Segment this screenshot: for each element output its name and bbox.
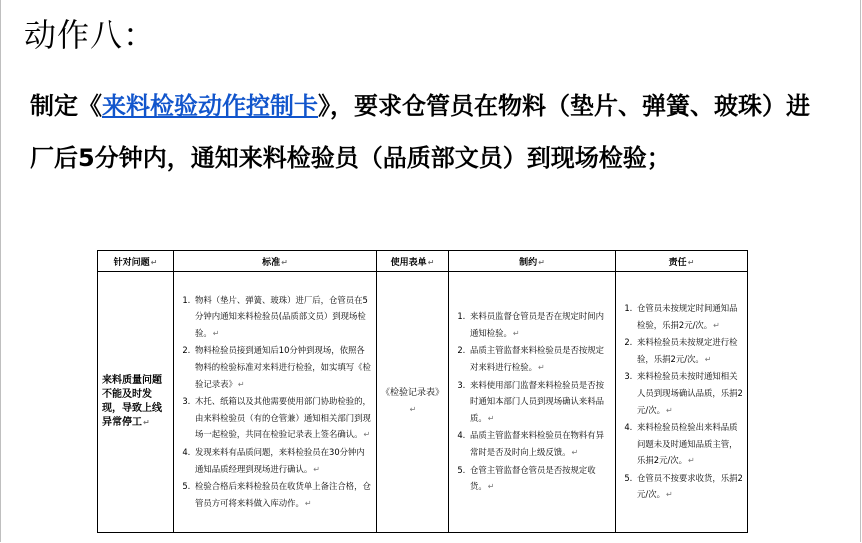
list-item: 4. 来料检验员检验出来料品质问题未及时通知品质主管，乐捐2元/次。↵ (635, 419, 743, 470)
constraints-list (453, 308, 611, 496)
list-item: 5. 检验合格后来料检验员在收货单上备注合格，仓管员方可将来料做入库动作。↵ (193, 478, 372, 512)
list-item: 3. 木托、纸箱以及其他需要使用部门协助检验的，由来料检验员（有的仓管兼）通知相关部门到现场一起检验，共同在检验记录表上签名确认。↵ (193, 393, 372, 444)
header-cell: 制约↵ (449, 251, 616, 272)
header-cell: 责任↵ (616, 251, 748, 272)
list-item: 3. 来料使用部门监督来料检验员是否按时通知本部门人员到现场确认来料品质。↵ (468, 377, 611, 428)
list-item: 1. 来料员监督仓管员是否在规定时间内通知检验。↵ (468, 308, 611, 342)
list-item: 5. 仓管员不按要求收货，乐捐2元/次。↵ (635, 470, 743, 504)
list-item: 5. 仓管主管监督仓管员是否按规定收货。↵ (468, 462, 611, 496)
paragraph-rest: ，要求仓管员在物料（垫片、弹簧、玻珠）进厂后5分钟内，通知来料检验员（品质部文员）到现场检验； (30, 92, 810, 172)
header-cell: 标准↵ (174, 251, 377, 272)
paragraph-prefix: 制定 (30, 92, 78, 120)
control-card-link[interactable]: 来料检验动作控制卡 (102, 92, 318, 120)
responsibility-list (620, 300, 743, 504)
header-cell: 使用表单↵ (377, 251, 449, 272)
list-item: 3. 来料检验员未按时通知相关人员到现场确认品质，乐捐2元/次。↵ (635, 368, 743, 419)
list-item: 2. 物料检验员接到通知后10分钟到现场，依照各物料的检验标准对来料进行检验，如实填写《检验记录表》↵ (193, 342, 372, 393)
link-bracket-close: 》 (318, 92, 330, 120)
header-cell: 针对问题↵ (98, 251, 174, 272)
body-paragraph (30, 80, 830, 184)
table-row (98, 272, 748, 533)
section-heading: 动作八： (24, 16, 157, 54)
list-item: 4. 发现来料有品质问题，来料检验员在30分钟内通知品质经理到现场进行确认。↵ (193, 444, 372, 478)
list-item: 2. 来料检验员未按规定进行检验，乐捐2元/次。↵ (635, 334, 743, 368)
table-header-row (98, 251, 748, 272)
list-item: 4. 品质主管监督来料检验员在物料有异常时是否及时向上级反馈。↵ (468, 427, 611, 461)
constraints-cell (449, 272, 616, 533)
form-cell: 《检验记录表》↵ (377, 272, 449, 533)
standards-cell (174, 272, 377, 533)
standards-list (178, 292, 372, 513)
control-card-table (97, 250, 748, 533)
issue-cell: 来料质量问题不能及时发现，导致上线异常停工↵ (98, 272, 174, 533)
list-item: 2. 品质主管监督来料检验员是否按规定对来料进行检验。↵ (468, 342, 611, 376)
list-item: 1. 仓管员未按规定时间通知品检验，乐捐2元/次。↵ (635, 300, 743, 334)
link-bracket-open: 《 (78, 92, 102, 120)
responsibility-cell (616, 272, 748, 533)
list-item: 1. 物料（垫片、弹簧、玻珠）进厂后，仓管员在5分钟内通知来料检验员(品质部文员）到现场检验。↵ (193, 292, 372, 343)
